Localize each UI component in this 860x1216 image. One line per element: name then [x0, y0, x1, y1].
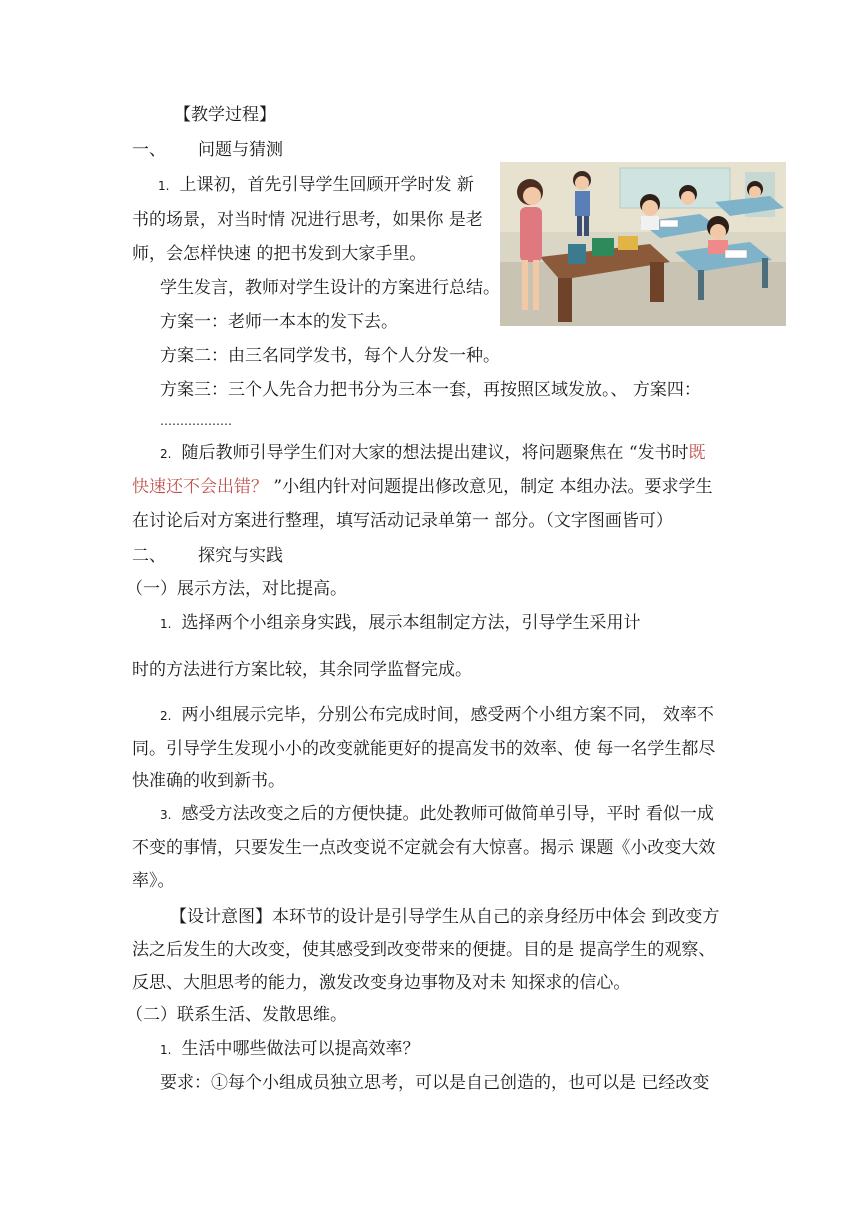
design-intent-line-2: 法之后发生的大改变，使其感受到改变带来的便捷。目的是 提高学生的观察、	[132, 940, 716, 960]
para-2-number: 2.	[160, 447, 172, 461]
para-2-line-1	[160, 442, 706, 465]
classroom-illustration	[500, 162, 786, 326]
heading-1-number: 一、	[132, 140, 166, 160]
heading-2-number: 二、	[132, 546, 166, 566]
para-1-line-2: 书的场景，对当时情 况进行思考，如果你 是老	[132, 210, 483, 230]
ellipsis-dots: ………………	[160, 414, 232, 428]
heading-2	[132, 545, 283, 567]
s1-para-2-line-2: 同。引导学生发现小小的改变就能更好的提高发书的效率、使 每一名学生都尽	[132, 739, 716, 759]
para-2-text: 随后教师引导学生们对大家的想法提出建议，将问题聚焦在 “发书时	[181, 443, 689, 463]
para-2-text-2: ”小组内针对问题提出修改意见，制定 本组办法。要求学生	[268, 477, 713, 497]
s1-para-1-line-2: 时的方法进行方案比较，其余同学监督完成。	[132, 660, 472, 680]
summary-text: 学生发言，教师对学生设计的方案进行总结。	[160, 278, 500, 298]
heading-1	[132, 139, 283, 161]
subheading-2: （二）联系生活、发散思维。	[126, 1005, 347, 1025]
s1-para-2-text: 两小组展示完毕，分别公布完成时间，感受两个小组方案不同， 效率不	[181, 705, 714, 725]
s2-para-1-text: 生活中哪些做法可以提高效率？	[181, 1039, 420, 1059]
para-1-line-3: 师，会怎样快速 的把书发到大家手里。	[132, 244, 427, 264]
highlight-text-1: 既	[688, 443, 706, 463]
para-2-line-2	[132, 476, 713, 498]
s1-para-3-number: 3.	[160, 808, 172, 822]
subheading-1: （一）展示方法，对比提高。	[126, 579, 347, 599]
heading-1-text: 问题与猜测	[198, 140, 283, 160]
s1-para-1-number: 1.	[160, 617, 172, 631]
s1-para-3-line-3: 率》。	[132, 871, 175, 891]
plan-2: 方案二：由三名同学发书，每个人分发一种。	[160, 346, 500, 366]
heading-2-text: 探究与实践	[198, 546, 283, 566]
s1-para-3-text: 感受方法改变之后的方便快捷。此处教师可做简单引导，平时 看似一成	[181, 804, 714, 824]
highlight-text-2: 快速还不会出错？	[132, 477, 268, 497]
para-1-text: 上课初，首先引导学生回顾开学时发 新	[179, 175, 474, 195]
design-intent-line-1: 【设计意图】本环节的设计是引导学生从自己的亲身经历中体会 到改变方	[170, 907, 720, 927]
section-title: 【教学过程】	[174, 105, 276, 125]
para-1-line-1	[158, 174, 474, 197]
plan-3: 方案三：三个人先合力把书分为三本一套，再按照区域发放。、 方案四：	[160, 380, 701, 400]
s1-para-3-line-2: 不变的事情，只要发生一点改变说不定就会有大惊喜。揭示 课题《小改变大效	[132, 838, 716, 858]
s1-para-1-text: 选择两个小组亲身实践，展示本组制定方法，引导学生采用计	[181, 613, 641, 633]
para-1-number: 1.	[158, 179, 170, 193]
s2-para-1	[160, 1038, 419, 1061]
s1-para-1-line-1	[160, 612, 640, 635]
design-intent-line-3: 反思、大胆思考的能力，激发改变身边事物及对未 知探求的信心。	[132, 973, 631, 993]
s2-para-1-number: 1.	[160, 1043, 172, 1057]
para-2-line-3: 在讨论后对方案进行整理，填写活动记录单第一 部分。（文字图画皆可）	[132, 511, 673, 531]
s1-para-3-line-1	[160, 803, 714, 826]
s1-para-2-number: 2.	[160, 709, 172, 723]
s1-para-2-line-3: 快准确的收到新书。	[132, 771, 285, 791]
requirement-text: 要求：①每个小组成员独立思考，可以是自己创造的，也可以是 已经改变	[160, 1073, 710, 1093]
plan-1: 方案一：老师一本本的发下去。	[160, 312, 398, 332]
s1-para-2-line-1	[160, 704, 714, 727]
